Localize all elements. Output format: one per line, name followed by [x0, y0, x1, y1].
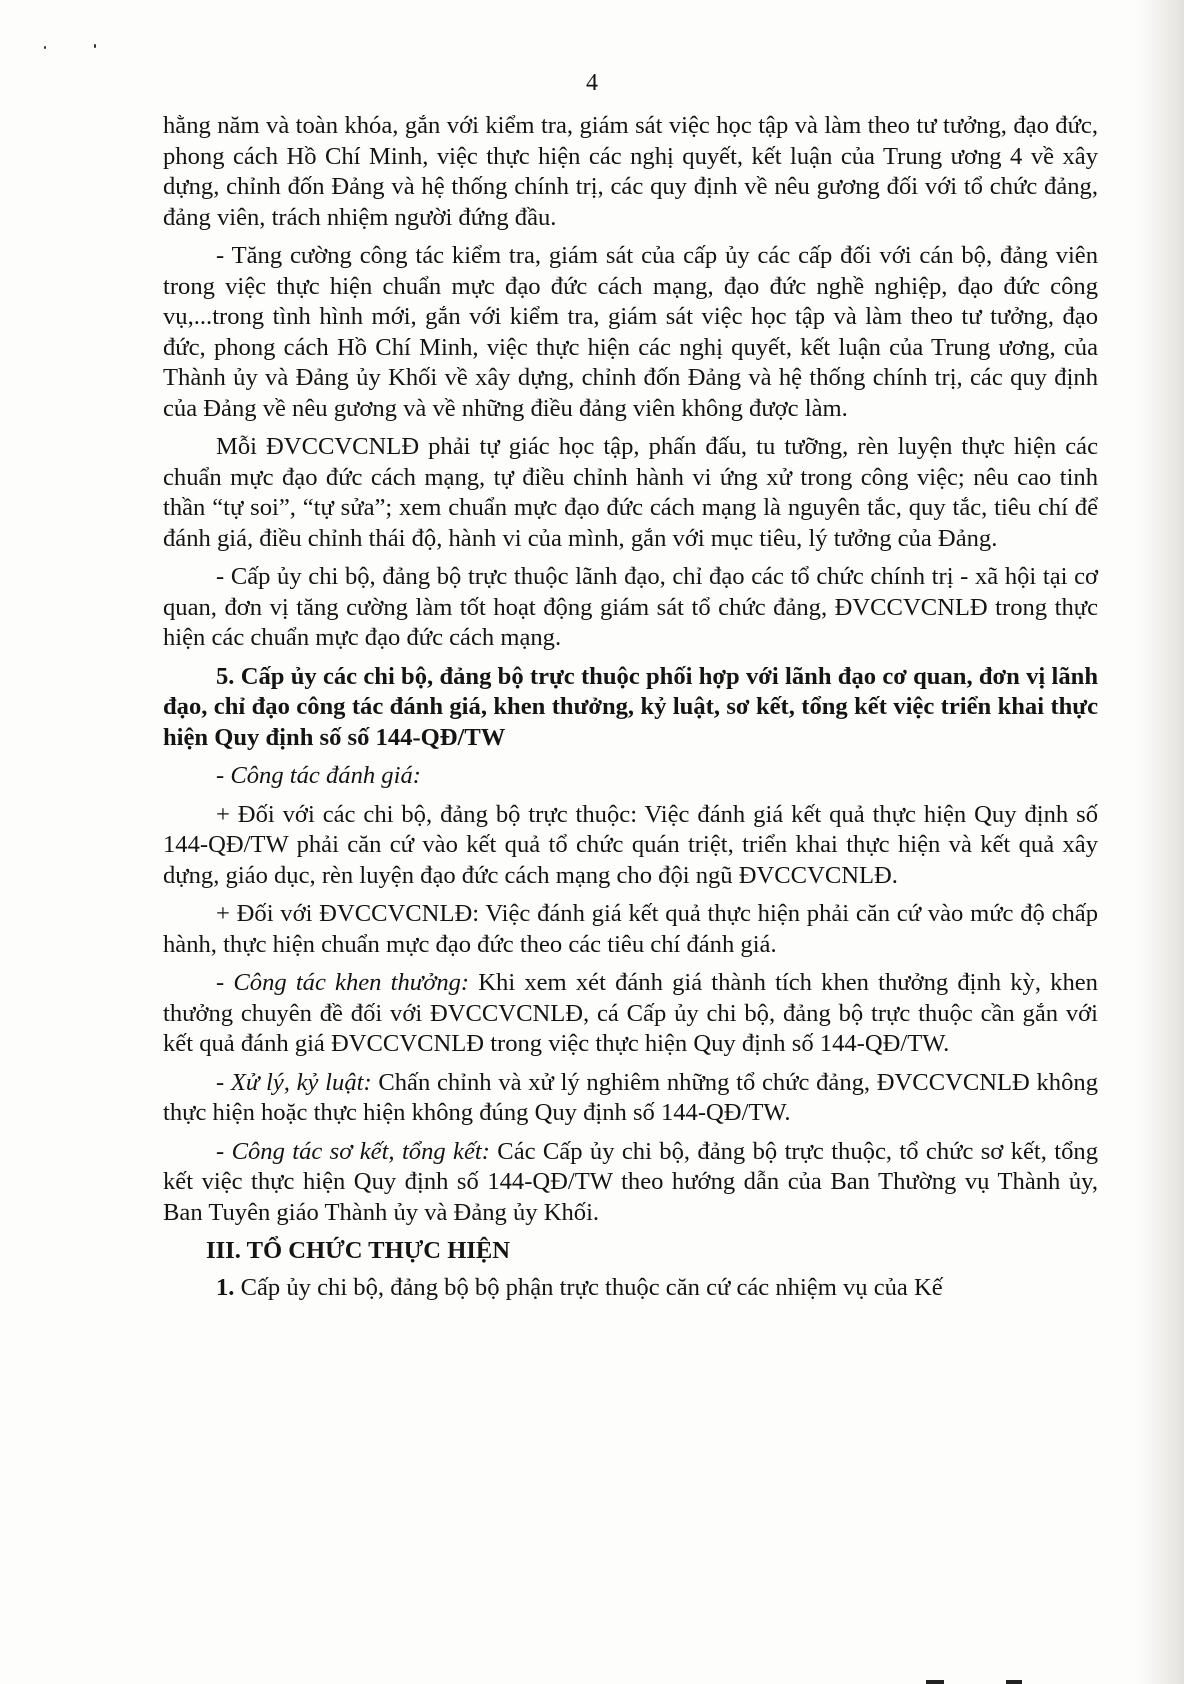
- paragraph-summary: [163, 1137, 1098, 1229]
- scan-edge-shadow: [1136, 0, 1184, 1684]
- scan-bottom-mark: [1006, 1680, 1022, 1684]
- scan-bottom-mark: [926, 1680, 944, 1684]
- reward-text: Khi xem xét đánh giá thành tích khen thưởng định kỳ, khen thưởng chuyên đề đối với ĐVCCVCNLĐ, cá Cấp ủy chi bộ, đảng bộ trực thuộc cần gắn với kết quả đánh giá ĐVCCVCNLĐ trong việc thực hiện Quy định số 144-QĐ/TW.: [163, 969, 1098, 1057]
- discipline-text: Chấn chỉnh và xử lý nghiêm những tổ chức đảng, ĐVCCVCNLĐ không thực hiện hoặc thực hiện không đúng Quy định số 144-QĐ/TW.: [163, 1068, 1098, 1126]
- paragraph-continuation: hằng năm và toàn khóa, gắn với kiểm tra, giám sát việc học tập và làm theo tư tưởng, đạo đức, phong cách Hồ Chí Minh, việc thực hiện các nghị quyết, kết luận của Trung ương 4 về xây dựng, chỉnh đốn Đảng và hệ thống chính trị, các quy định về nêu gương đối với tổ chức đảng, đảng viên, trách nhiệm người đứng đầu.: [163, 112, 1098, 231]
- paragraph-item-1: [163, 1273, 1098, 1304]
- scan-speck: [44, 46, 46, 49]
- paragraph-discipline: [163, 1068, 1098, 1129]
- paragraph-inspection: - Tăng cường công tác kiểm tra, giám sát của cấp ủy các cấp đối với cán bộ, đảng viên trong việc thực hiện chuẩn mực đạo đức cách mạng, đạo đức nghề nghiệp, đạo đức công vụ,...trong tình hình mới, gắn với kiểm tra, giám sát việc học tập và làm theo tư tưởng, đạo đức, phong cách Hồ Chí Minh, việc thực hiện các nghị quyết, kết luận của Trung ương, của Thành ủy và Đảng ủy Khối về xây dựng, chỉnh đốn Đảng và hệ thống chính trị, các quy định của Đảng về nêu gương và về những điều đảng viên không được làm.: [163, 242, 1098, 422]
- paragraph-reward: [163, 968, 1098, 1060]
- reward-label: - Công tác khen thưởng:: [216, 969, 470, 996]
- scan-speck: [94, 44, 96, 48]
- evaluation-label: - Công tác đánh giá:: [216, 762, 421, 789]
- paragraph-supervision: - Cấp ủy chi bộ, đảng bộ trực thuộc lãnh đạo, chỉ đạo các tổ chức chính trị - xã hội tại cơ quan, đơn vị tăng cường làm tốt hoạt động giám sát tổ chức đảng, ĐVCCVCNLĐ trong thực hiện các chuẩn mực đạo đức cách mạng.: [163, 563, 1098, 651]
- summary-label: - Công tác sơ kết, tổng kết:: [216, 1137, 490, 1165]
- page-number: 4: [586, 70, 598, 96]
- section-heading-iii: III. TỔ CHỨC THỰC HIỆN: [206, 1237, 511, 1264]
- document-body: [163, 111, 1098, 1311]
- heading-item-5: 5. Cấp ủy các chi bộ, đảng bộ trực thuộc phối hợp với lãnh đạo cơ quan, đơn vị lãnh đạo, chỉ đạo công tác đánh giá, khen thưởng, kỷ luật, sơ kết, tổng kết việc triển khai thực hiện Quy định số số 144-QĐ/TW: [163, 662, 1098, 751]
- evaluation-item-party-cells: + Đối với các chi bộ, đảng bộ trực thuộc: Việc đánh giá kết quả thực hiện Quy định số 144-QĐ/TW phải căn cứ vào kết quả tổ chức quán triệt, triển khai thực hiện và kết quả xây dựng, giáo dục, rèn luyện đạo đức cách mạng cho đội ngũ ĐVCCVCNLĐ.: [163, 800, 1098, 889]
- item-1-text: Cấp ủy chi bộ, đảng bộ bộ phận trực thuộc căn cứ các nhiệm vụ của Kế: [234, 1273, 943, 1301]
- discipline-label: - Xử lý, kỷ luật:: [216, 1068, 372, 1096]
- summary-text: Các Cấp ủy chi bộ, đảng bộ trực thuộc, tổ chức sơ kết, tổng kết việc thực hiện Quy định số 144-QĐ/TW theo hướng dẫn của Ban Thường vụ Thành ủy, Ban Tuyên giáo Thành ủy và Đảng ủy Khối.: [163, 1137, 1098, 1226]
- evaluation-item-members: + Đối với ĐVCCVCNLĐ: Việc đánh giá kết quả thực hiện phải căn cứ vào mức độ chấp hành, thực hiện chuẩn mực đạo đức theo các tiêu chí đánh giá.: [163, 900, 1098, 958]
- paragraph-self-study: Mỗi ĐVCCVCNLĐ phải tự giác học tập, phấn đấu, tu tưỡng, rèn luyện thực hiện các chuẩn mực đạo đức cách mạng, tự điều chỉnh hành vi ứng xử trong công việc; nêu cao tinh thần “tự soi”, “tự sửa”; xem chuẩn mực đạo đức cách mạng là nguyên tắc, quy tắc, tiêu chí để đánh giá, điều chỉnh thái độ, hành vi của mình, gắn với mục tiêu, lý tưởng của Đảng.: [163, 433, 1098, 552]
- item-1-number: 1.: [216, 1273, 235, 1301]
